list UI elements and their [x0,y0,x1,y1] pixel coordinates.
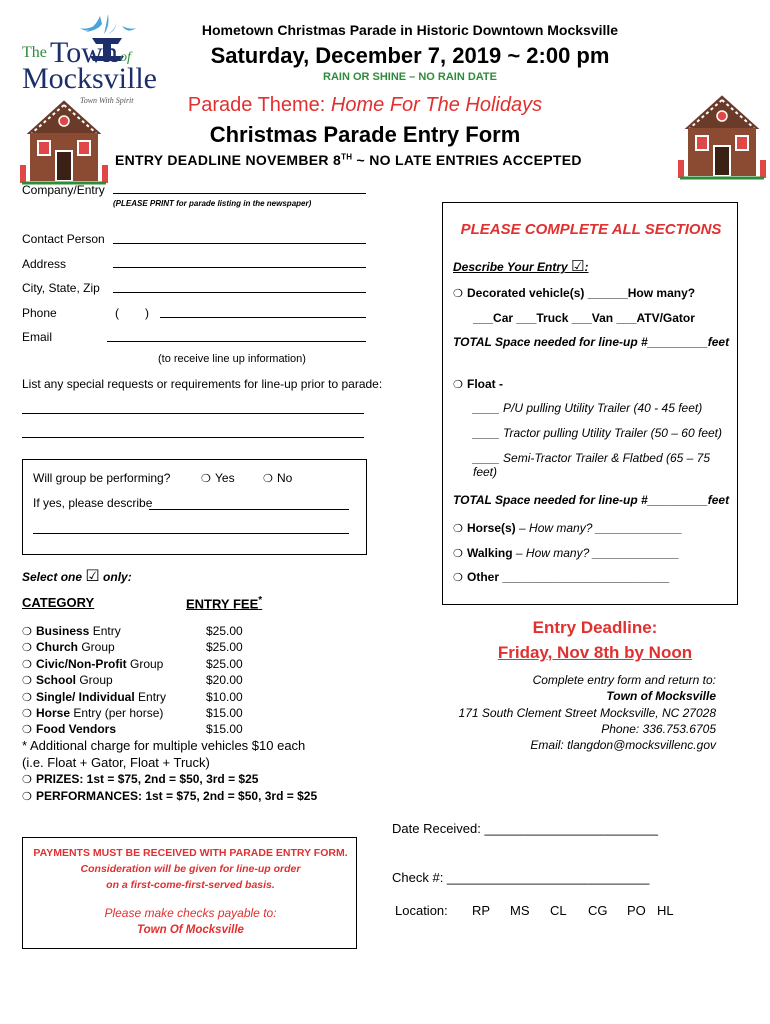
location-codes [472,903,681,918]
decorated-vehicle-text: Decorated vehicle(s) ______How many? [467,286,696,300]
horse-option[interactable] [453,521,682,535]
city-field[interactable] [113,279,366,293]
email-label: Email [22,330,53,344]
describe-colon: : [584,260,589,274]
email-note: (to receive line up information) [158,353,306,365]
rain-notice: RAIN OR SHINE – NO RAIN DATE [323,71,497,83]
walking-count: – How many? _____________ [512,546,680,560]
radio-icon: ❍ [453,522,463,535]
category-suffix: Entry [89,624,121,638]
category-fee: $25.00 [206,640,243,655]
walking-text: Walking [467,546,513,560]
describe-entry-text: Describe Your Entry [453,260,572,274]
radio-icon: ❍ [22,723,32,737]
category-suffix: Entry [134,689,167,704]
category-name: Church [36,640,78,655]
gingerbread-house-icon [676,90,768,182]
contact-label: Contact Person [22,232,105,246]
fee-star: * [258,595,263,606]
horse-text: Horse(s) [467,521,516,535]
entry-deadline-date: Friday, Nov 8th by Noon [497,643,693,662]
logo-town: Town [50,36,118,69]
return-line: 171 South Clement Street Mocksville, NC 27028 [458,705,716,720]
logo-the: The [22,44,47,61]
radio-icon: ❍ [453,547,463,560]
radio-icon: ❍ [263,472,273,485]
total-space-1: TOTAL Space needed for line-up #_________feet [453,335,730,349]
payments-line3: on a first-come-first-served basis. [106,879,275,891]
payments-line4: Please make checks payable to: [104,906,277,920]
return-line: Town of Mocksville [606,689,716,704]
radio-icon: ❍ [22,706,32,720]
form-title: Christmas Parade Entry Form [209,122,521,147]
describe-field-1[interactable] [149,496,349,510]
category-list [22,624,322,739]
category-fee: $15.00 [206,705,243,720]
describe-label: If yes, please describe [33,496,153,510]
company-field[interactable] [113,180,366,194]
horse-count: – How many? _____________ [515,521,683,535]
other-text: Other _________________________ [467,570,670,584]
location-code: CL [550,903,567,918]
phone-field[interactable] [160,304,366,318]
location-label: Location: [395,903,448,918]
additional-example: (i.e. Float + Gator, Float + Truck) [22,755,210,770]
category-name: Single/ Individual [36,689,135,704]
phone-paren-open: ( [115,306,119,320]
checkbox-icon: ☑ [571,257,585,275]
other-option[interactable] [453,570,669,584]
category-fee: $15.00 [206,722,243,737]
select-text-b: only: [99,570,132,584]
entry-deadline-title: Entry Deadline: [532,618,658,637]
phone-label: Phone [22,306,57,320]
category-name: Civic/Non-Profit [36,656,127,671]
category-suffix: Group [78,640,115,655]
category-item[interactable] [22,722,322,738]
category-fee: $25.00 [206,656,243,671]
location-code: CG [588,903,608,918]
requests-field-1[interactable] [22,400,364,414]
category-suffix: Entry (per horse) [70,705,164,720]
performing-box [22,459,367,555]
radio-icon: ❍ [22,773,32,786]
logo-of: of [120,50,131,65]
decorated-vehicle-option[interactable] [453,286,695,300]
float-option-3: ____ Semi-Tractor Trailer & Flatbed (65 – 75 feet) [473,451,710,479]
performing-question: Will group be performing? [33,471,171,485]
theme-name: Home For The Holidays [330,94,543,116]
walking-option[interactable] [453,546,679,560]
additional-charge: * Additional charge for multiple vehicles $10 each [22,738,306,753]
gingerbread-house-icon [18,95,110,187]
radio-icon: ❍ [201,472,211,485]
category-item[interactable] [22,706,322,722]
entry-description-box [442,202,738,605]
address-label: Address [22,257,67,271]
phone-paren-close: ) [145,306,149,320]
float-text: Float - [467,377,503,391]
return-address [420,672,716,753]
performances-text: PERFORMANCES: 1st = $75, 2nd = $50, 3rd = $25 [36,789,318,803]
performing-no-option[interactable] [263,471,292,485]
select-text-a: Select one [22,570,86,584]
email-field[interactable] [107,328,366,342]
performing-no-label: No [277,471,293,485]
category-item[interactable] [22,640,322,656]
performing-yes-label: Yes [215,471,235,485]
checkbox-icon: ☑ [85,566,100,585]
town-logo [14,12,164,107]
category-fee: $10.00 [206,689,243,704]
prizes-line [22,772,258,786]
location-code: MS [510,903,530,918]
category-item[interactable] [22,624,322,640]
category-item[interactable] [22,690,322,706]
logo-name: Mocksville [22,62,157,95]
return-line: Phone: 336.753.6705 [601,721,716,736]
radio-icon: ❍ [22,657,32,671]
theme-prefix: Parade Theme: [187,94,331,116]
parade-date: Saturday, December 7, 2019 ~ 2:00 pm [210,43,610,68]
radio-icon: ❍ [453,287,463,300]
category-name: School [36,673,77,688]
radio-icon: ❍ [22,625,32,638]
check-number: Check #: ____________________________ [392,870,650,885]
fee-heading [186,595,262,611]
payments-line5: Town Of Mocksville [137,924,244,936]
category-suffix: Group [126,656,164,671]
category-fee: $25.00 [206,624,243,638]
city-label: City, State, Zip [22,281,100,295]
describe-entry-label [453,257,589,275]
contact-field[interactable] [113,230,366,244]
float-option-2: ____ Tractor pulling Utility Trailer (50 – 60 feet) [473,426,722,440]
describe-field-2[interactable] [33,520,349,534]
category-name: Business [36,624,90,638]
float-option[interactable] [453,377,503,391]
payments-box [22,837,357,949]
category-heading: CATEGORY [22,595,95,610]
deadline-text-b: ~ NO LATE ENTRIES ACCEPTED [352,152,582,168]
requests-label: List any special requests or requirements for line-up prior to parade: [22,377,383,391]
category-fee: $20.00 [206,673,243,688]
performances-line [22,789,317,803]
location-code: HL [657,903,674,918]
payments-line1: PAYMENTS MUST BE RECEIVED WITH PARADE ENTRY FORM. [33,847,348,859]
category-item[interactable] [22,673,322,689]
logo-tagline: Town With Spirit [80,96,134,105]
radio-icon: ❍ [22,641,32,655]
company-label: Company/Entry [22,183,105,197]
fee-heading-text: ENTRY FEE [186,596,259,612]
category-suffix: Group [76,673,113,688]
deadline-sup: TH [341,152,353,162]
parade-heading: Hometown Christmas Parade in Historic Downtown Mocksville [201,22,619,38]
select-one-note [22,566,132,585]
radio-icon: ❍ [22,674,32,688]
location-code: RP [472,903,491,918]
print-note: (PLEASE PRINT for parade listing in the newspaper) [113,199,312,208]
performing-yes-option[interactable] [201,471,235,485]
payments-line2: Consideration will be given for line-up order [80,863,301,875]
requests-field-2[interactable] [22,424,364,438]
float-option-1: ____ P/U pulling Utility Trailer (40 - 45 feet) [473,401,703,415]
category-name: Food Vendors [36,722,117,737]
category-item[interactable] [22,657,322,673]
vehicle-types: ___Car ___Truck ___Van ___ATV/Gator [473,311,695,325]
return-line: Complete entry form and return to: [532,673,716,687]
category-name: Horse [36,705,71,720]
return-line: Email: tlangdon@mocksvillenc.gov [530,738,716,753]
radio-icon: ❍ [453,378,463,391]
radio-icon: ❍ [453,571,463,584]
radio-icon: ❍ [22,790,32,803]
date-received: Date Received: ________________________ [392,821,659,836]
entry-deadline-banner [115,152,582,168]
complete-all-heading: PLEASE COMPLETE ALL SECTIONS [460,221,722,238]
total-space-2: TOTAL Space needed for line-up #_________feet [453,493,730,507]
radio-icon: ❍ [22,690,32,704]
parade-theme [150,94,580,117]
location-code: PO [627,903,646,918]
deadline-text-a: ENTRY DEADLINE NOVEMBER 8 [115,152,342,168]
address-field[interactable] [113,254,366,268]
prizes-text: PRIZES: 1st = $75, 2nd = $50, 3rd = $25 [36,772,259,786]
